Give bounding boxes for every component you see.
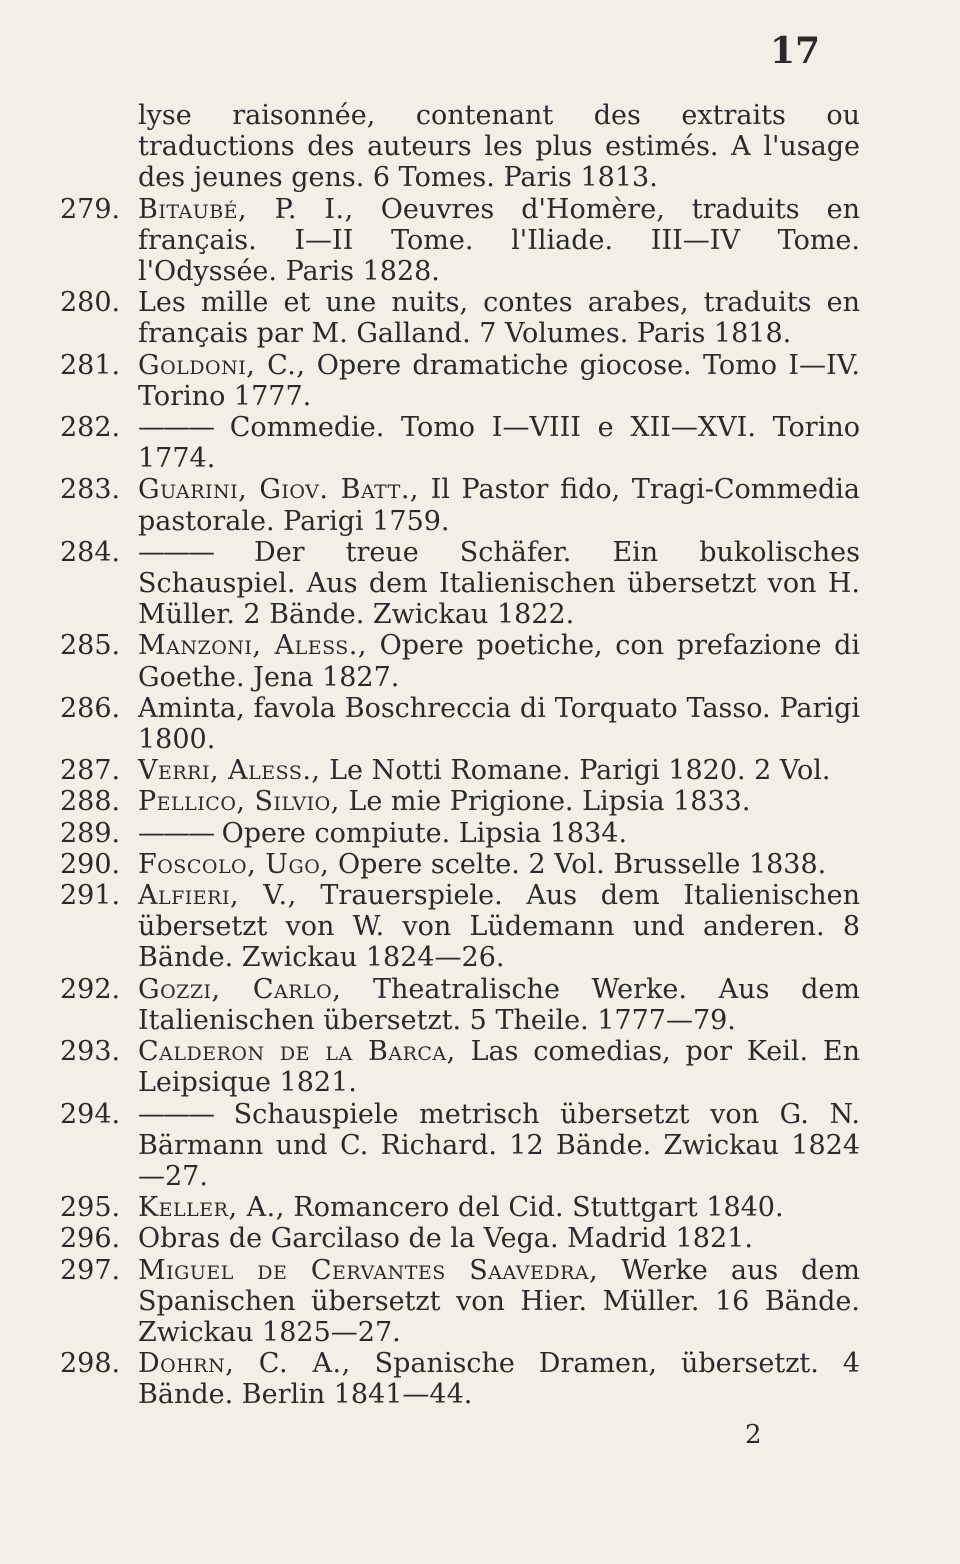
page-number: 17	[770, 30, 821, 72]
entry-number: 292.	[60, 973, 121, 1005]
entry-title: Opere dramatiche giocose. Tomo I—IV. Torino 1777.	[138, 349, 860, 412]
entry-text	[138, 1223, 860, 1254]
entry-author: Bitaubé, P. I.,	[138, 193, 354, 225]
entry-title: Le Notti Romane. Parigi 1820. 2 Vol.	[320, 755, 831, 787]
entry-text	[138, 1348, 860, 1410]
entry-number: 280.	[60, 287, 121, 319]
entry-author: Dohrn, C. A.,	[138, 1348, 351, 1380]
entry-text	[138, 693, 860, 755]
bibliography-entry	[60, 287, 860, 349]
entry-title: Aminta, favola Boschreccia di Torquato Tasso. Parigi 1800.	[138, 692, 860, 756]
bibliography-entry	[60, 1348, 860, 1410]
entry-text	[138, 786, 860, 817]
entry-title: Les mille et une nuits, contes arabes, traduits en français par M. Galland. 7 Volumes. Paris 1818.	[138, 287, 860, 350]
entry-text	[138, 755, 860, 786]
bibliography-entry	[60, 693, 860, 755]
entry-number: 290.	[60, 848, 121, 880]
entry-title: Opere compiute. Lipsia 1834.	[213, 817, 628, 849]
entry-number	[60, 100, 138, 194]
bibliography-entry	[60, 1223, 860, 1254]
entry-text	[138, 849, 860, 880]
entry-number: 285.	[60, 630, 121, 662]
bibliography-entry	[60, 974, 860, 1036]
bibliography-list	[60, 100, 860, 1411]
sheet-signature: 2	[745, 1420, 762, 1450]
entry-number: 288.	[60, 786, 121, 818]
entry-author: Verri, Aless.,	[138, 755, 321, 787]
entry-author: Goldoni, C.,	[138, 349, 306, 381]
entry-text	[138, 474, 860, 536]
bibliography-entry	[60, 755, 860, 786]
entry-number: 298.	[60, 1348, 121, 1380]
bibliography-entry	[60, 1192, 860, 1223]
entry-title: Trauerspiele. Aus dem Italienischen übersetzt von W. von Lüdemann und anderen. 8 Bände. Zwickau 1824—26.	[138, 880, 861, 974]
entry-number: 291.	[60, 880, 121, 912]
bibliography-entry	[60, 880, 860, 974]
entry-text	[138, 287, 860, 349]
entry-text	[138, 1036, 860, 1098]
entry-number: 287.	[60, 755, 121, 787]
entry-author: Guarini, Giov. Batt.,	[138, 474, 419, 506]
entry-number: 297.	[60, 1254, 121, 1286]
entry-title: Theatralische Werke. Aus dem Italienischen übersetzt. 5 Theile. 1777—79.	[138, 973, 860, 1036]
entry-number: 289.	[60, 817, 121, 849]
bibliography-entry	[60, 474, 860, 536]
entry-text	[138, 1255, 860, 1349]
entry-title: Der treue Schäfer. Ein bukolisches Schauspiel. Aus dem Italienischen übersetzt von H. Müller. 2 Bände. Zwickau 1822.	[138, 536, 860, 631]
entry-title: Werke aus dem Spanischen übersetzt von Hier. Müller. 16 Bände. Zwickau 1825—27.	[138, 1254, 860, 1348]
entry-number: 284.	[60, 536, 121, 568]
entry-number: 279.	[60, 193, 121, 225]
entry-number: 286.	[60, 692, 121, 724]
entry-number: 281.	[60, 349, 121, 381]
entry-title: Il Pastor fido, Tragi-Commedia pastorale. Parigi 1759.	[138, 474, 860, 537]
bibliography-entry	[60, 1255, 860, 1349]
bibliography-entry	[60, 412, 860, 474]
bibliography-entry	[60, 1036, 860, 1098]
bibliography-entry	[60, 630, 860, 692]
entry-text	[138, 974, 860, 1036]
entry-title: Spanische Dramen, übersetzt. 4 Bände. Berlin 1841—44.	[138, 1348, 860, 1411]
entry-title: Le mie Prigione. Lipsia 1833.	[339, 786, 751, 818]
entry-text	[138, 194, 860, 288]
entry-number: 294.	[60, 1098, 121, 1130]
entry-number: 283.	[60, 474, 121, 506]
entry-number: 293.	[60, 1036, 121, 1068]
entry-text	[138, 1099, 860, 1193]
entry-author: Foscolo, Ugo,	[138, 848, 330, 880]
entry-author: Manzoni, Aless.,	[138, 630, 367, 662]
entry-title: Schauspiele metrisch übersetzt von G. N. Bärmann und C. Richard. 12 Bände. Zwickau 1824—27.	[138, 1098, 860, 1192]
entry-author: ———	[138, 412, 213, 444]
entry-title: Oeuvres d'Homère, traduits en français. I—II Tome. l'Iliade. III—IV Tome. l'Odyssée. Paris 1828.	[138, 193, 860, 288]
entry-title: Romancero del Cid. Stuttgart 1840.	[284, 1192, 784, 1224]
entry-title: Commedie. Tomo I—VIII e XII—XVI. Torino 1774.	[138, 412, 860, 475]
entry-number: 296.	[60, 1223, 121, 1255]
entry-text	[138, 537, 860, 631]
entry-author: Miguel de Cervantes Saavedra,	[138, 1254, 599, 1286]
entry-author: ———	[138, 817, 213, 849]
entry-title: Opere scelte. 2 Vol. Brusselle 1838.	[329, 848, 827, 880]
entry-number: 295.	[60, 1192, 121, 1224]
entry-text	[138, 350, 860, 412]
entry-text: lyse raisonnée, contenant des extraits ou traductions des auteurs les plus estimés. A l'usage des jeunes gens. 6 Tomes. Paris 1813.	[138, 100, 860, 194]
entry-title: Opere poetiche, con prefazione di Goethe. Jena 1827.	[138, 630, 860, 693]
entry-author: Keller, A.,	[138, 1192, 285, 1224]
bibliography-entry	[60, 849, 860, 880]
entry-author: Gozzi, Carlo,	[138, 973, 342, 1005]
bibliography-entry	[60, 350, 860, 412]
bibliography-entry	[60, 194, 860, 288]
entry-text	[138, 880, 860, 974]
bibliography-entry	[60, 786, 860, 817]
entry-number: 282.	[60, 412, 121, 444]
entry-author: Calderon de la Barca,	[138, 1036, 456, 1068]
entry-author: ———	[138, 536, 213, 568]
entry-title: Las comedias, por Keil. En Leipsique 1821.	[138, 1036, 861, 1099]
entry-author: Alfieri, V.,	[138, 880, 297, 912]
bibliography-entry	[60, 1099, 860, 1193]
continuation-entry	[60, 100, 860, 194]
entry-text	[138, 412, 860, 474]
bibliography-entry	[60, 537, 860, 631]
bibliography-entry	[60, 818, 860, 849]
entry-text	[138, 630, 860, 692]
entry-title: Obras de Garcilaso de la Vega. Madrid 1821.	[138, 1223, 753, 1255]
entry-text	[138, 818, 860, 849]
entry-author: Pellico, Silvio,	[138, 786, 340, 818]
entry-text	[138, 1192, 860, 1223]
entry-author: ———	[138, 1098, 213, 1130]
